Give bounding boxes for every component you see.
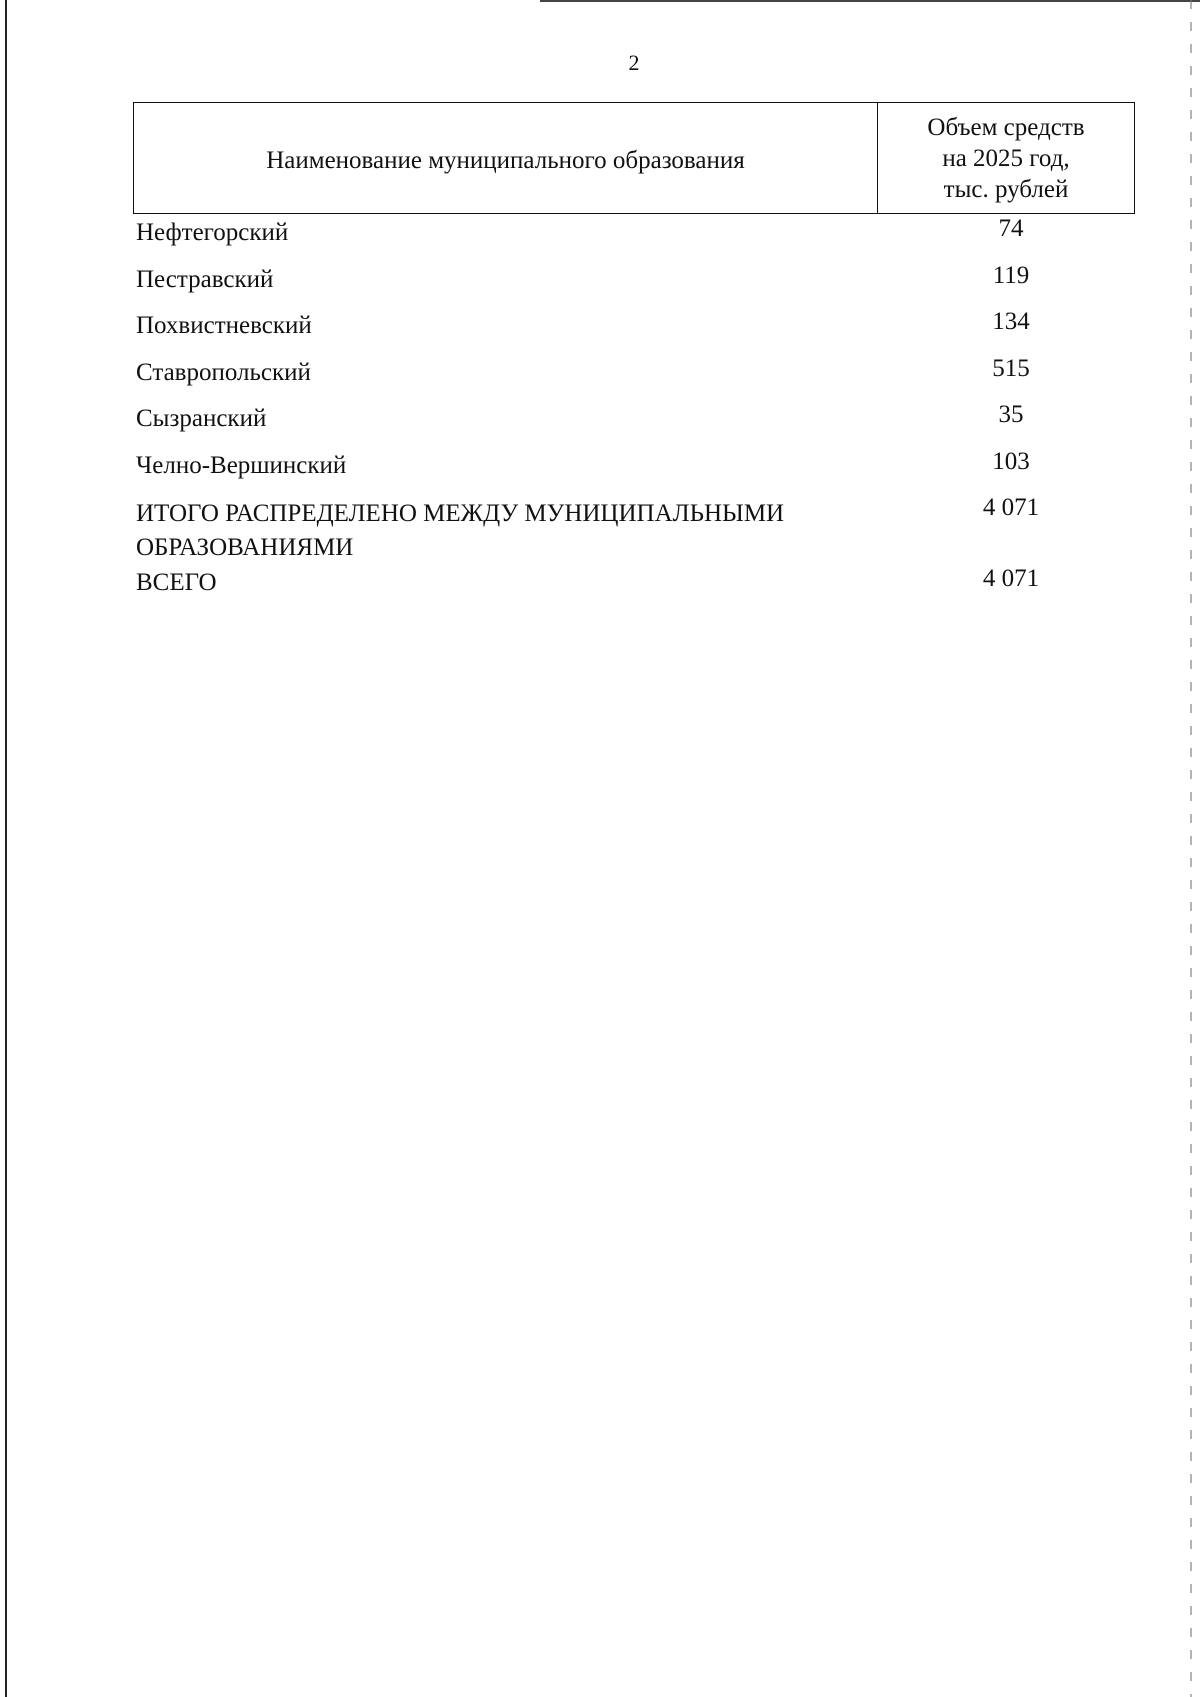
municipality-name: Сызранский — [136, 405, 267, 432]
municipality-name: Похвистневский — [136, 312, 312, 339]
header-volume-line-2: на 2025 год, — [942, 144, 1070, 172]
total-distributed-label-line-2: ОБРАЗОВАНИЯМИ — [136, 534, 354, 561]
funding-value: 103 — [992, 447, 1030, 475]
table-header — [133, 102, 1135, 214]
municipality-name: Челно-Вершинский — [136, 451, 347, 479]
page-number: 2 — [628, 50, 640, 75]
table-row — [136, 215, 1136, 265]
header-volume-column — [878, 103, 1134, 213]
scan-top-border — [540, 0, 1200, 2]
table-row — [136, 261, 1136, 312]
table-row — [136, 447, 1136, 498]
municipality-name: Ставропольский — [136, 358, 311, 386]
grand-total-value: 4 071 — [982, 565, 1040, 592]
total-distributed-row — [136, 494, 1136, 568]
grand-total-row — [136, 565, 1136, 615]
municipality-name: Пестравский — [136, 265, 274, 293]
header-volume-line-1: Объем средств — [927, 113, 1085, 141]
scan-right-artifacts — [1190, 0, 1192, 1697]
funding-value: 35 — [998, 401, 1024, 428]
table-row — [136, 401, 1136, 451]
funding-value: 515 — [992, 354, 1030, 382]
funding-value: 119 — [992, 261, 1030, 289]
total-distributed-value: 4 071 — [982, 494, 1040, 521]
scan-left-border — [5, 0, 7, 1697]
table-body — [136, 215, 1136, 615]
funding-value: 74 — [998, 215, 1024, 242]
header-name-column: Наименование муниципального образования — [134, 103, 878, 213]
municipality-name: Нефтегорский — [136, 219, 289, 246]
total-distributed-label — [136, 497, 880, 568]
total-distributed-label-line-1: ИТОГО РАСПРЕДЕЛЕНО МЕЖДУ МУНИЦИПАЛЬНЫМИ — [136, 500, 785, 527]
funding-value: 134 — [992, 308, 1030, 335]
grand-total-label: ВСЕГО — [136, 569, 217, 596]
table-row — [136, 308, 1136, 358]
header-volume-line-3: тыс. рублей — [943, 175, 1069, 203]
table-row — [136, 354, 1136, 405]
